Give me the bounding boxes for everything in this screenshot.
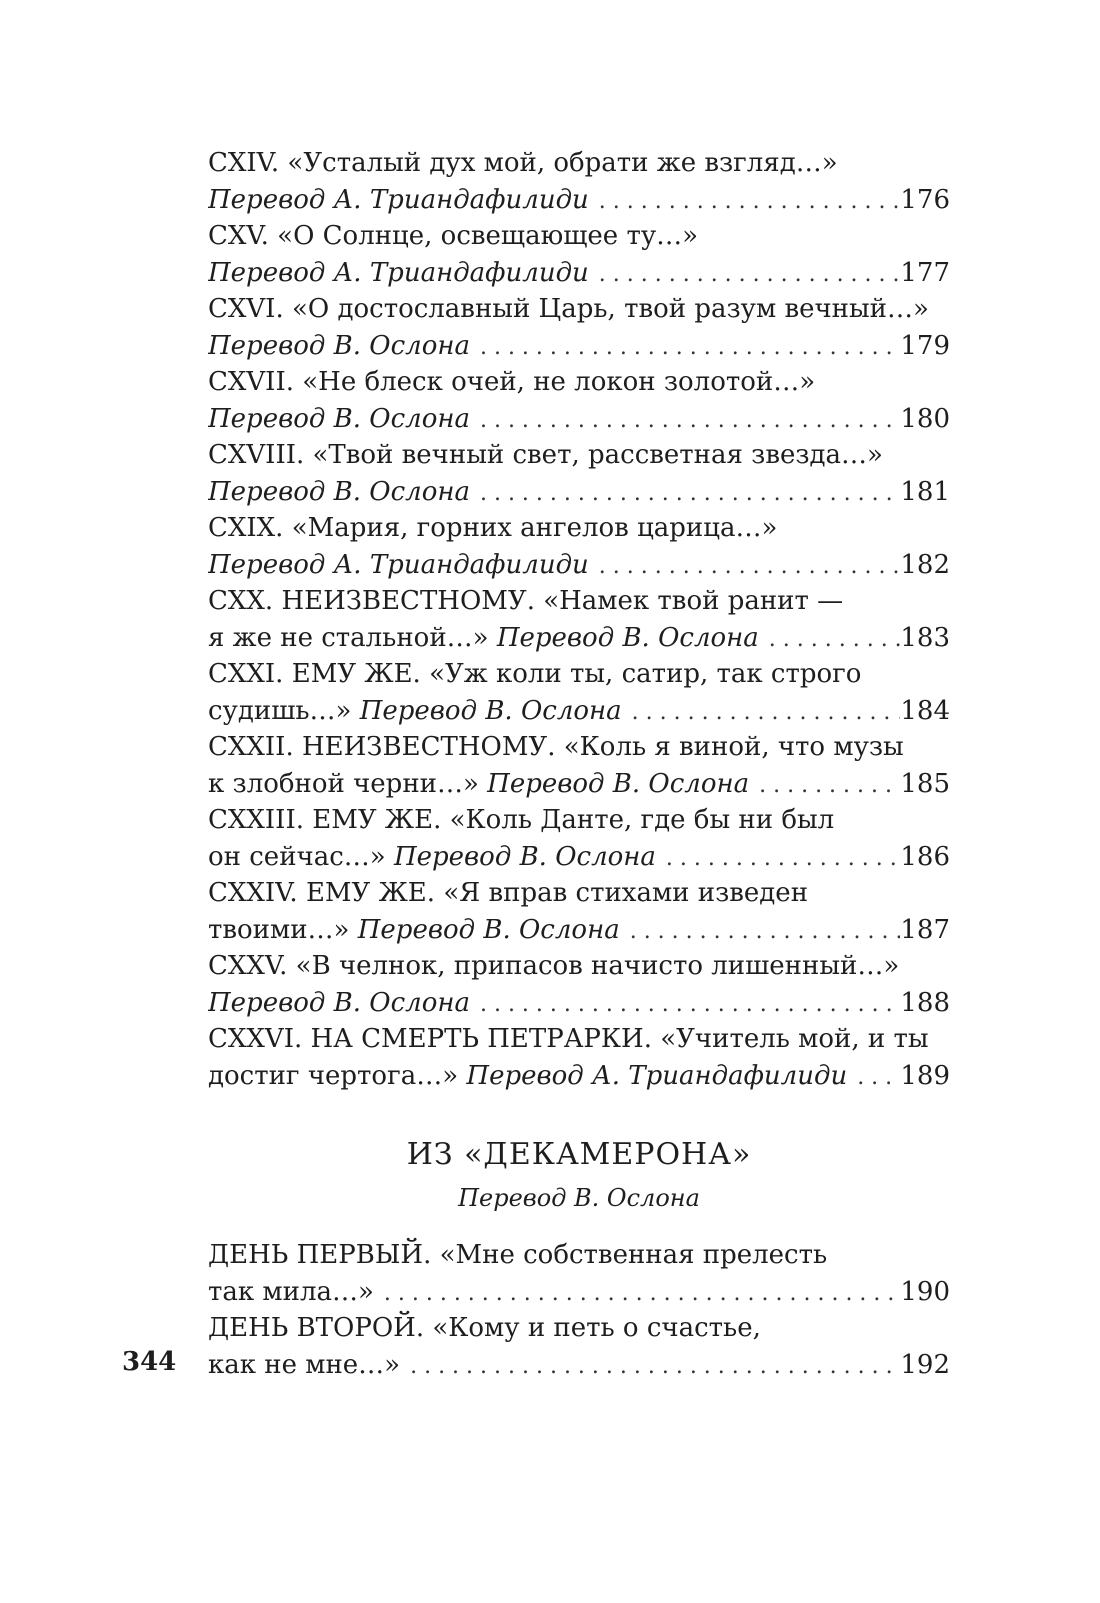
entry-line [208, 912, 950, 949]
entry-page-number: 190 [900, 1276, 950, 1307]
dot-leader [847, 1060, 900, 1095]
entry-line [208, 766, 950, 803]
entry-line [208, 1274, 950, 1311]
entry-page-number: 180 [900, 403, 950, 434]
toc-entry[interactable] [208, 948, 950, 1021]
entry-line [208, 1058, 950, 1095]
entry-title: CXXIII. ЕМУ ЖЕ. «Коль Данте, где бы ни был [208, 805, 835, 835]
entry-text [208, 1058, 847, 1095]
section-subtitle: Перевод В. Ослона [458, 1184, 700, 1212]
entry-line [208, 328, 950, 365]
entry-page-number: 185 [900, 768, 950, 799]
section-contents [208, 1237, 950, 1383]
page-number: 344 [122, 1347, 177, 1377]
toc-entry[interactable] [208, 583, 950, 656]
entry-text [208, 693, 622, 730]
toc-entry[interactable] [208, 1237, 950, 1310]
entry-page-number: 176 [900, 184, 950, 215]
entry-title: CXXVI. НА СМЕРТЬ ПЕТРАРКИ. «Учитель мой, и ты [208, 1024, 929, 1054]
entry-title: ДЕНЬ ВТОРОЙ. «Кому и петь о счастье, [208, 1313, 761, 1343]
entry-translator: Перевод А. Триандафилиди [466, 1060, 848, 1091]
toc-entry[interactable] [208, 656, 950, 729]
entry-translator: Перевод А. Триандафилиди [208, 184, 589, 215]
entry-translator: Перевод А. Триандафилиди [208, 549, 589, 580]
entry-translator: Перевод В. Ослона [359, 695, 622, 726]
entry-translator: Перевод В. Ослона [208, 476, 470, 507]
toc-entry[interactable] [208, 437, 950, 510]
entry-text [208, 547, 589, 584]
entry-text [208, 839, 656, 876]
entry-text [208, 912, 620, 949]
entry-title-continuation: так мила…» [208, 1276, 374, 1307]
entry-text [208, 255, 589, 292]
entry-page-number: 184 [900, 695, 950, 726]
entry-title: CXXI. ЕМУ ЖЕ. «Уж коли ты, сатир, так строго [208, 659, 862, 689]
dot-leader [374, 1276, 900, 1311]
entry-page-number: 181 [900, 476, 950, 507]
entry-title: CXV. «О Солнце, освещающее ту…» [208, 221, 699, 251]
dot-leader [470, 476, 900, 511]
entry-page-number: 187 [900, 914, 950, 945]
entry-title-continuation: к злобной черни…» [208, 768, 479, 799]
entry-text [208, 985, 470, 1022]
dot-leader [400, 1349, 900, 1384]
entry-translator: Перевод В. Ослона [496, 622, 759, 653]
toc-entry[interactable] [208, 510, 950, 583]
entry-page-number: 182 [900, 549, 950, 580]
entry-page-number: 177 [900, 257, 950, 288]
dot-leader [470, 987, 900, 1022]
dot-leader [589, 257, 901, 292]
dot-leader [759, 622, 901, 657]
entry-translator: Перевод В. Ослона [393, 841, 656, 872]
entry-title-continuation: как не мне…» [208, 1349, 401, 1380]
toc-entry[interactable] [208, 291, 950, 364]
dot-leader [470, 330, 900, 365]
dot-leader [622, 695, 901, 730]
entry-title: CXVIII. «Твой вечный свет, рассветная звезда…» [208, 440, 883, 470]
entry-translator: Перевод А. Триандафилиди [208, 257, 589, 288]
entry-translator: Перевод В. Ослона [357, 914, 620, 945]
entry-text [208, 766, 749, 803]
entry-title: CXVI. «О достославный Царь, твой разум вечный…» [208, 294, 929, 324]
toc-entry[interactable] [208, 1021, 950, 1094]
toc-entry[interactable] [208, 364, 950, 437]
entry-title-continuation: твоими…» [208, 914, 350, 945]
entry-translator: Перевод В. Ослона [208, 330, 470, 361]
dot-leader [589, 549, 901, 584]
entry-text [208, 182, 589, 219]
entry-page-number: 192 [900, 1349, 950, 1380]
toc-entry[interactable] [208, 802, 950, 875]
entry-title-continuation: достиг чертога…» [208, 1060, 459, 1091]
section-title: ИЗ «ДЕКАМЕРОНА» [406, 1137, 752, 1172]
dot-leader [656, 841, 900, 876]
entry-line [208, 474, 950, 511]
entry-title: CXXIV. ЕМУ ЖЕ. «Я вправ стихами изведен [208, 878, 809, 908]
entry-line [208, 401, 950, 438]
dot-leader [470, 403, 900, 438]
entry-text [208, 328, 470, 365]
entry-translator: Перевод В. Ослона [208, 403, 470, 434]
toc-entry[interactable] [208, 729, 950, 802]
entry-text [208, 620, 759, 657]
entry-line [208, 255, 950, 292]
entry-title: CXXII. НЕИЗВЕСТНОМУ. «Коль я виной, что музы [208, 732, 904, 762]
entry-line [208, 547, 950, 584]
entry-page-number: 179 [900, 330, 950, 361]
entry-text [208, 401, 470, 438]
entry-line [208, 182, 950, 219]
entry-title: ДЕНЬ ПЕРВЫЙ. «Мне собственная прелесть [208, 1240, 828, 1270]
entry-text [208, 474, 470, 511]
entry-title: CXIV. «Усталый дух мой, обрати же взгляд…» [208, 148, 838, 178]
toc-entry[interactable] [208, 1310, 950, 1383]
entry-line [208, 985, 950, 1022]
entry-title: CXXV. «В челнок, припасов начисто лишенный…» [208, 951, 900, 981]
entry-line [208, 1347, 950, 1384]
entry-page-number: 188 [900, 987, 950, 1018]
entry-title-continuation: судишь…» [208, 695, 352, 726]
entry-line [208, 839, 950, 876]
toc-entry[interactable] [208, 145, 950, 218]
entry-title: CXIX. «Мария, горних ангелов царица…» [208, 513, 778, 543]
entry-page-number: 189 [900, 1060, 950, 1091]
dot-leader [589, 184, 901, 219]
entry-title: CXVII. «Не блеск очей, не локон золотой…» [208, 367, 816, 397]
entry-page-number: 186 [900, 841, 950, 872]
entry-line [208, 620, 950, 657]
toc-entry[interactable] [208, 875, 950, 948]
table-of-contents [208, 145, 950, 1094]
entry-line [208, 693, 950, 730]
entry-page-number: 183 [900, 622, 950, 653]
entry-title-continuation: я же не стальной…» [208, 622, 489, 653]
entry-translator: Перевод В. Ослона [208, 987, 470, 1018]
toc-entry[interactable] [208, 218, 950, 291]
entry-title-continuation: он сейчас…» [208, 841, 386, 872]
entry-translator: Перевод В. Ослона [487, 768, 750, 799]
entry-title: CXX. НЕИЗВЕСТНОМУ. «Намек твой ранит — [208, 586, 844, 616]
dot-leader [749, 768, 900, 803]
dot-leader [620, 914, 901, 949]
